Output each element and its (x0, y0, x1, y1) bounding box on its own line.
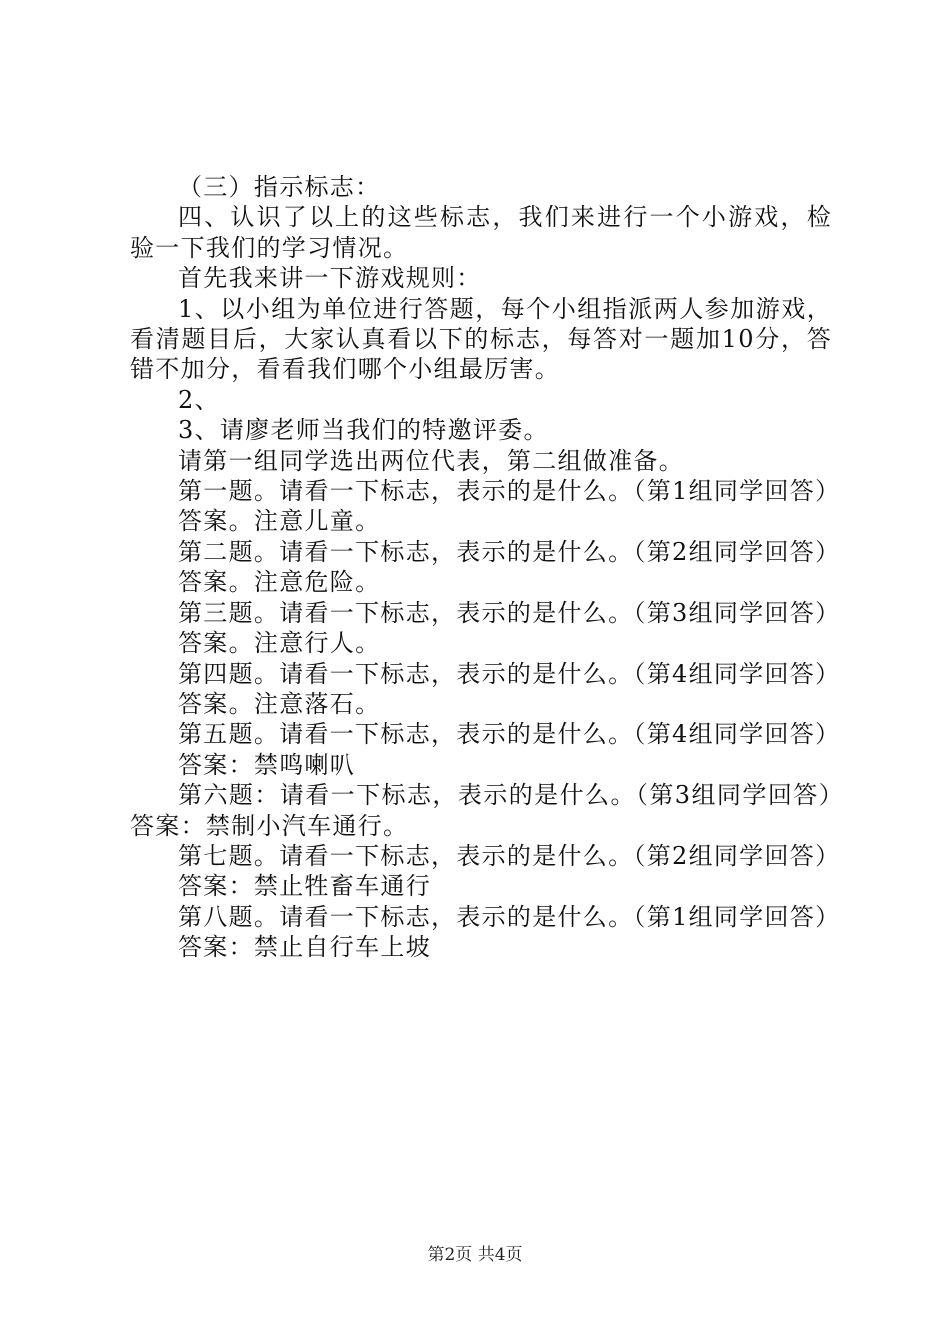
question-8: 第八题。请看一下标志，表示的是什么。（第1组同学回答） (178, 902, 841, 931)
section-heading: （三）指示标志： (178, 173, 381, 201)
answer-4: 答案。注意落石。 (178, 689, 381, 718)
question-5: 第五题。请看一下标志，表示的是什么。（第4组同学回答） (178, 720, 841, 749)
question-2: 第二题。请看一下标志，表示的是什么。（第2组同学回答） (178, 537, 841, 566)
answer-3: 答案。注意行人。 (178, 629, 381, 658)
question-6: 第六题：请看一下标志，表示的是什么。（第3组同学回答）答案：禁制小汽车通行。 (130, 781, 832, 840)
document-body (130, 172, 841, 963)
question-3: 第三题。请看一下标志，表示的是什么。（第3组同学回答） (178, 598, 841, 627)
paragraph: 四、认识了以上的这些标志，我们来进行一个小游戏，检验一下我们的学习情况。 (130, 203, 832, 262)
rule-item: 1、以小组为单位进行答题，每个小组指派两人参加游戏，看清题目后，大家认真看以下的标志，每答对一题加10分，答错不加分，看看我们哪个小组最厉害。 (130, 294, 832, 384)
answer-8: 答案：禁止自行车上坡 (178, 933, 431, 962)
answer-2: 答案。注意危险。 (178, 568, 381, 597)
answer-7: 答案：禁止牲畜车通行 (178, 872, 431, 901)
question-1: 第一题。请看一下标志，表示的是什么。（第1组同学回答） (178, 477, 841, 506)
page-number: 第2页 共4页 (427, 1245, 523, 1265)
answer-1: 答案。注意儿童。 (178, 507, 381, 536)
rule-item: 3、请廖老师当我们的特邀评委。 (178, 416, 549, 445)
paragraph: 首先我来讲一下游戏规则： (178, 264, 482, 293)
paragraph: 请第一组同学选出两位代表，第二组做准备。 (178, 446, 684, 475)
rule-item: 2、 (178, 385, 220, 414)
question-7: 第七题。请看一下标志，表示的是什么。（第2组同学回答） (178, 841, 841, 870)
answer-5: 答案：禁鸣喇叭 (178, 750, 356, 779)
question-4: 第四题。请看一下标志，表示的是什么。（第4组同学回答） (178, 659, 841, 688)
